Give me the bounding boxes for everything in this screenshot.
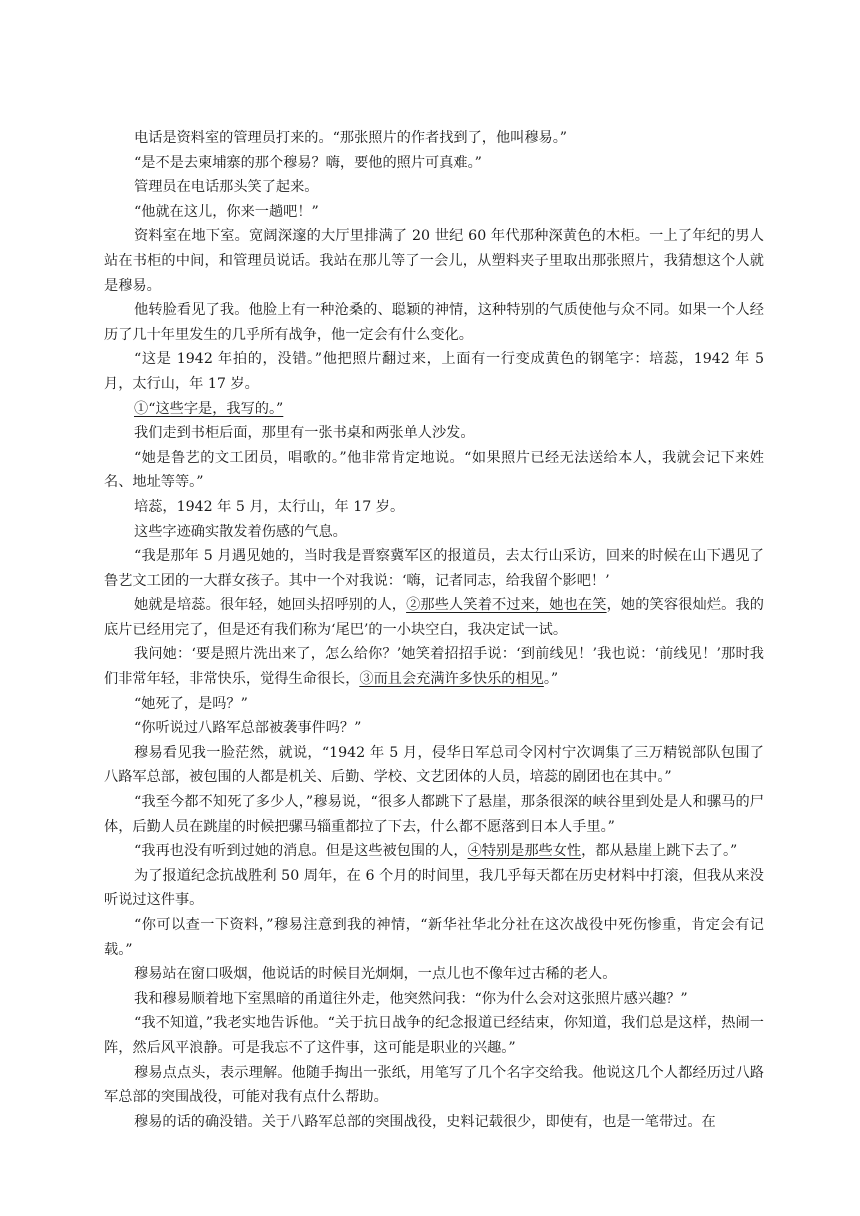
text-segment: 。” [543, 671, 559, 688]
text-segment: 培蕊，1942 年 5 月，太行山，年 17 岁。 [134, 498, 405, 515]
text-segment: 为了报道纪念抗战胜利 50 周年，在 6 个月的时间里，我几乎每天都在历史材料中打滚，但我从来没听说过这件事。 [104, 867, 764, 909]
paragraph [104, 913, 764, 962]
text-segment: “是不是去柬埔寨的那个穆易？嗨，要他的照片可真难。” [134, 154, 482, 171]
underlined-text: ①“这些字是，我写的。” [134, 400, 284, 417]
paragraph [104, 397, 764, 422]
text-segment: “她是鲁艺的文工团员，唱歌的。”他非常肯定地说。“如果照片已经无法送给本人，我就会记下来姓名、地址等等。” [104, 449, 764, 491]
underlined-text: ③而且会充满许多快乐的相见 [359, 671, 544, 688]
text-segment: 资料室在地下室。宽阔深邃的大厅里排满了 20 世纪 60 年代那种深黄色的木柜。一上了年纪的男人站在书柜的中间，和管理员说话。我站在那儿等了一会儿，从塑料夹子里取出那张照片，我猜想这个人就是穆易。 [104, 228, 764, 294]
underlined-text: ④特别是那些女性 [467, 843, 582, 860]
paragraph [104, 692, 764, 717]
paragraph [104, 421, 764, 446]
text-segment: ，她的笑容很灿烂。我的底片已经用完了，但是还有我们称为‘尾巴’的一小块空白，我决定试一试。 [104, 597, 764, 638]
text-segment: “这是 1942 年拍的，没错。”他把照片翻过来，上面有一行变成黄色的钢笔字：培蕊，1942 年 5 月，太行山，年 17 岁。 [104, 351, 764, 392]
paragraph [104, 175, 764, 200]
text-segment: “她死了，是吗？” [134, 695, 248, 712]
paragraph [104, 1110, 764, 1135]
paragraph [104, 642, 764, 691]
paragraph [104, 1061, 764, 1110]
text-segment: 穆易站在窗口吸烟，他说话的时候目光炯炯，一点儿也不像年过古稀的老人。 [134, 966, 617, 983]
paragraph [104, 520, 764, 545]
paragraph [104, 962, 764, 987]
text-segment: 他转脸看见了我。他脸上有一种沧桑的、聪颖的神情，这种特别的气质使他与众不同。如果一个人经历了几十年里发生的几乎所有战争，他一定会有什么变化。 [104, 302, 764, 343]
text-segment: 我和穆易顺着地下室黑暗的甬道往外走，他突然问我：“你为什么会对这张照片感兴趣？” [134, 990, 688, 1007]
underlined-text: ②那些人笑着不过来，她也在笑 [406, 597, 607, 614]
text-segment: 管理员在电话那头笑了起来。 [134, 179, 319, 196]
text-segment: 电话是资料室的管理员打来的。“那张照片的作者找到了，他叫穆易。” [134, 130, 568, 146]
text-segment: “你听说过八路军总部被袭事件吗？” [134, 720, 362, 737]
text-segment: 穆易的话的确没错。关于八路军总部的突围战役，史料记载很少，即使有，也是一笔带过。在 [134, 1113, 716, 1130]
paragraph [104, 446, 764, 495]
paragraph [104, 1011, 764, 1060]
paragraph [104, 126, 764, 151]
paragraph [104, 224, 764, 298]
paragraph [104, 987, 764, 1012]
text-segment: 我们走到书柜后面，那里有一张书桌和两张单人沙发。 [134, 425, 475, 442]
text-segment: 我问她：‘要是照片洗出来了，怎么给你？’她笑着招招手说：‘到前线见！’我也说：‘前线见！’那时我们非常年轻，非常快乐，觉得生命很长， [104, 646, 764, 688]
text-segment: ，都从悬崖上跳下去了。” [581, 843, 738, 860]
text-segment: “你可以查一下资料，”穆易注意到我的神情，“新华社华北分社在这次战役中死伤惨重，肯定会有记载。” [104, 917, 764, 958]
paragraph [104, 495, 764, 520]
text-segment: 这些字迹确实散发着伤感的气息。 [134, 523, 347, 540]
text-segment: 穆易看见我一脸茫然，就说，“1942 年 5 月，侵华日军总司令冈村宁次调集了三万精锐部队包围了八路军总部，被包围的人都是机关、后勤、学校、文艺团体的人员，培蕊的剧团也在其中。” [104, 744, 764, 786]
text-segment: “我是那年 5 月遇见她的，当时我是晋察冀军区的报道员，去太行山采访，回来的时候在山下遇见了鲁艺文工团的一大群女孩子。其中一个对我说：‘嗨，记者同志，给我留个影吧！’ [104, 548, 764, 589]
paragraph [104, 151, 764, 176]
text-segment: “我再也没有听到过她的消息。但是这些被包围的人， [134, 843, 468, 860]
paragraph [104, 298, 764, 347]
paragraph [104, 741, 764, 790]
paragraph [104, 200, 764, 225]
text-segment: 穆易点点头，表示理解。他随手掏出一张纸，用笔写了几个名字交给我。他说这几个人都经历过八路军总部的突围战役，可能对我有点什么帮助。 [104, 1064, 764, 1106]
text-segment: 她就是培蕊。很年轻，她回头招呼别的人， [134, 597, 407, 614]
text-segment: “我至今都不知死了多少人，”穆易说，“很多人都跳下了悬崖，那条很深的峡谷里到处是人和骡马的尸体，后勤人员在跳崖的时候把骡马辎重都拉了下去，什么都不愿落到日本人手里。” [104, 794, 764, 835]
paragraph [104, 839, 764, 864]
paragraph [104, 544, 764, 593]
text-segment: “他就在这儿，你来一趟吧！” [134, 203, 319, 220]
paragraph [104, 347, 764, 396]
paragraph [104, 790, 764, 839]
paragraph [104, 716, 764, 741]
paragraph [104, 593, 764, 642]
paragraph [104, 864, 764, 913]
text-segment: “我不知道，”我老实地告诉他。“关于抗日战争的纪念报道已经结束，你知道，我们总是这样，热闹一阵，然后风平浪静。可是我忘不了这件事，这可能是职业的兴趣。” [104, 1015, 764, 1056]
